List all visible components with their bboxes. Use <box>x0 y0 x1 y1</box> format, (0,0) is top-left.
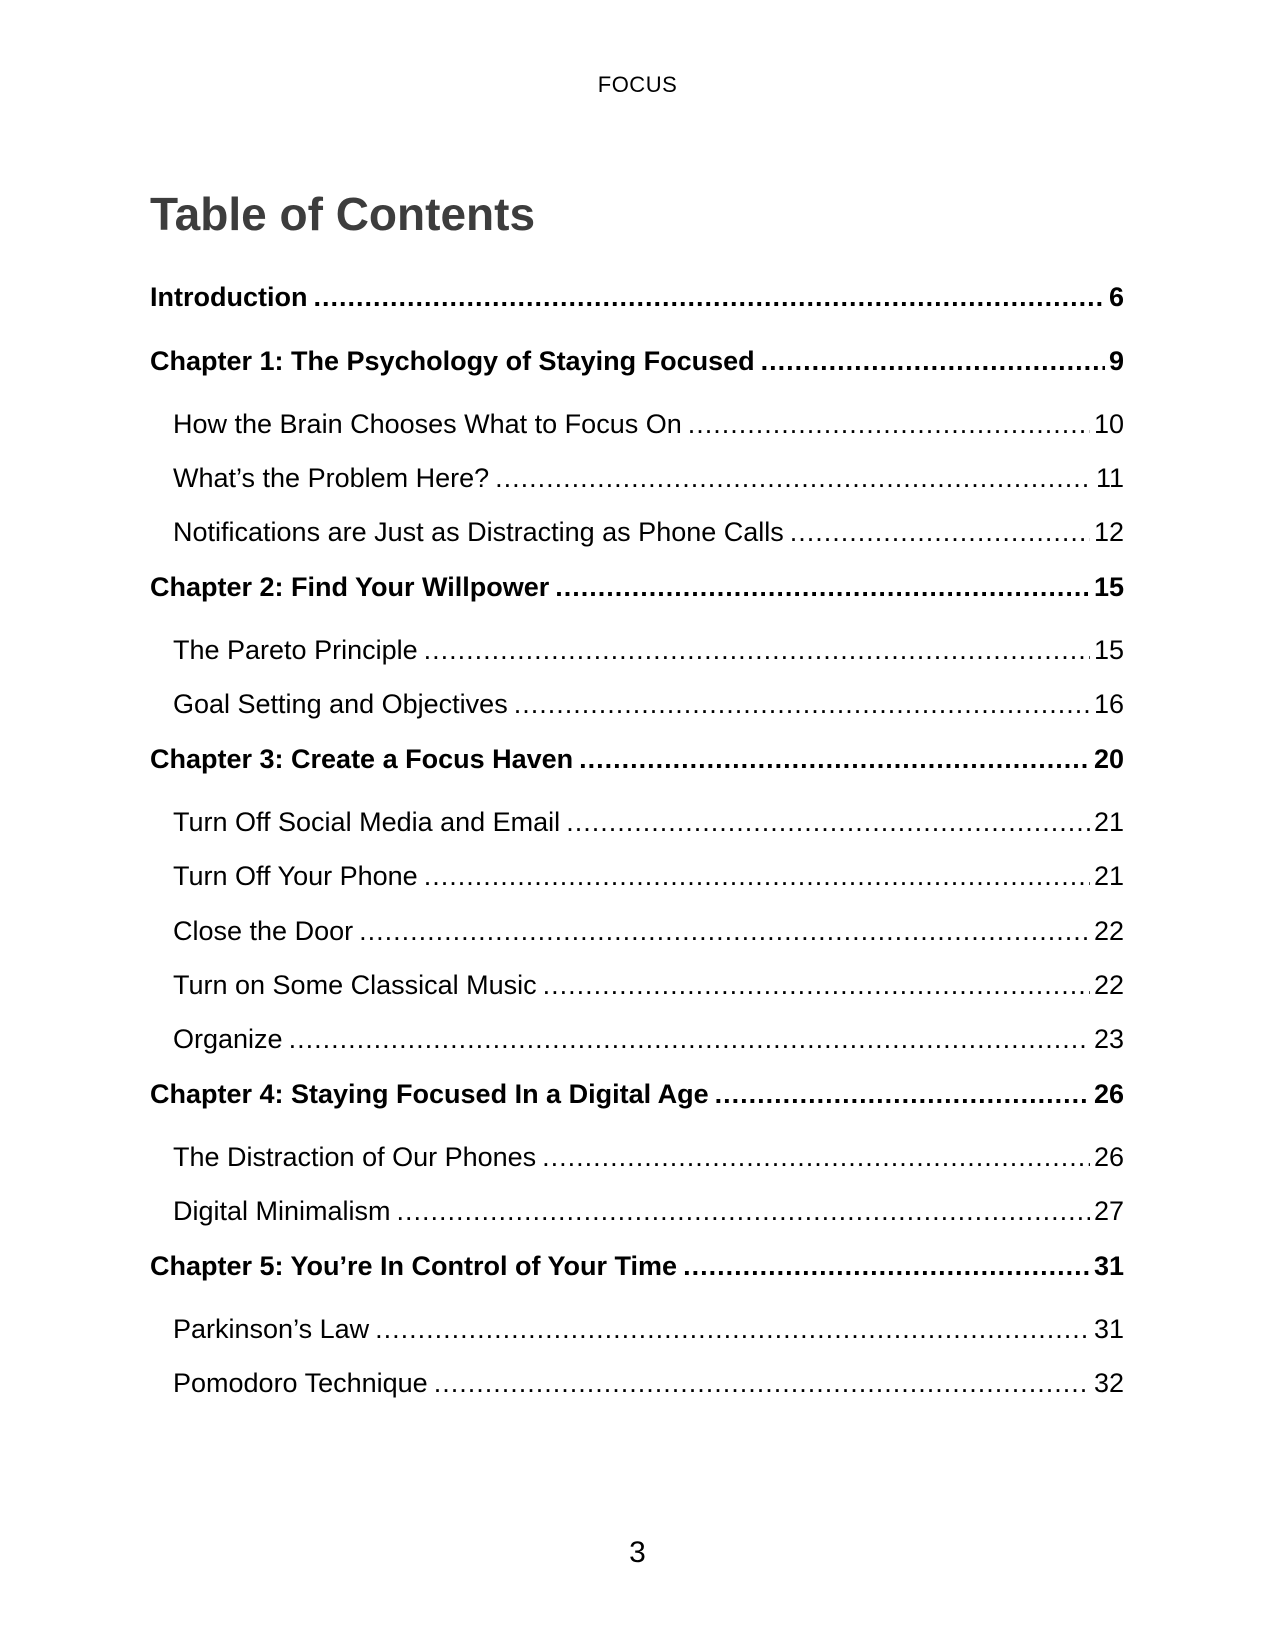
dot-leader <box>715 1076 1090 1112</box>
toc-entry-pareto-principle[interactable] <box>173 632 1124 668</box>
toc-entry-page: 20 <box>1093 744 1124 774</box>
toc-entry-organize[interactable] <box>173 1021 1124 1057</box>
toc-entry-parkinsons-law[interactable] <box>173 1311 1124 1347</box>
toc-entry-page: 15 <box>1093 572 1124 602</box>
toc-entry-title: Goal Setting and Objectives <box>173 689 508 719</box>
toc-entry-page: 6 <box>1108 282 1124 312</box>
toc-entry-page: 10 <box>1093 409 1124 439</box>
toc-entry-chapter-4[interactable] <box>150 1076 1124 1112</box>
dot-leader <box>289 1021 1090 1057</box>
toc-entry-classical-music[interactable] <box>173 967 1124 1003</box>
dot-leader <box>424 632 1090 668</box>
toc-entry-page: 12 <box>1093 517 1124 547</box>
toc-entry-distraction-of-phones[interactable] <box>173 1139 1124 1175</box>
toc-entry-whats-the-problem[interactable] <box>173 460 1124 496</box>
toc-entry-page: 16 <box>1093 689 1124 719</box>
toc-entry-goal-setting[interactable] <box>173 686 1124 722</box>
toc-entry-page: 26 <box>1093 1142 1124 1172</box>
toc-entry-page: 31 <box>1093 1314 1124 1344</box>
toc-entry-page: 11 <box>1095 463 1124 493</box>
dot-leader <box>424 858 1090 894</box>
toc-entry-page: 31 <box>1093 1251 1124 1281</box>
dot-leader <box>555 569 1090 605</box>
dot-leader <box>683 1248 1090 1284</box>
toc-entry-introduction[interactable] <box>150 279 1124 315</box>
toc-entry-pomodoro-technique[interactable] <box>173 1365 1124 1401</box>
dot-leader <box>790 514 1090 550</box>
toc-entry-page: 27 <box>1093 1196 1124 1226</box>
dot-leader <box>514 686 1090 722</box>
dot-leader <box>359 913 1090 949</box>
toc-entry-how-the-brain-chooses[interactable] <box>173 406 1124 442</box>
toc-entry-close-the-door[interactable] <box>173 913 1124 949</box>
toc-entry-title: Chapter 2: Find Your Willpower <box>150 572 550 602</box>
dot-leader <box>495 460 1092 496</box>
toc-entry-title: Introduction <box>150 282 308 312</box>
toc-entry-social-media[interactable] <box>173 804 1124 840</box>
toc-entry-title: Turn on Some Classical Music <box>173 970 537 1000</box>
dot-leader <box>761 343 1105 379</box>
dot-leader <box>313 279 1105 315</box>
toc-entry-title: Chapter 4: Staying Focused In a Digital Age <box>150 1079 709 1109</box>
toc-entry-page: 15 <box>1093 635 1124 665</box>
dot-leader <box>434 1365 1090 1401</box>
running-header: FOCUS <box>597 72 678 97</box>
dot-leader <box>397 1193 1090 1229</box>
toc-entry-turn-off-phone[interactable] <box>173 858 1124 894</box>
page-title: Table of Contents <box>150 188 536 240</box>
toc-entry-title: Chapter 5: You’re In Control of Your Time <box>150 1251 678 1281</box>
dot-leader <box>542 1139 1090 1175</box>
toc-entry-title: Close the Door <box>173 916 354 946</box>
toc-entry-title: How the Brain Chooses What to Focus On <box>173 409 682 439</box>
toc-entry-chapter-2[interactable] <box>150 569 1124 605</box>
toc-entry-title: Parkinson’s Law <box>173 1314 370 1344</box>
toc-entry-page: 21 <box>1093 861 1124 891</box>
toc-entry-title: Chapter 1: The Psychology of Staying Focused <box>150 346 755 376</box>
toc-entry-title: What’s the Problem Here? <box>173 463 490 493</box>
toc-entry-title: Notifications are Just as Distracting as Phone Calls <box>173 517 784 547</box>
toc-entry-notifications[interactable] <box>173 514 1124 550</box>
toc-entry-title: Digital Minimalism <box>173 1196 391 1226</box>
toc-entry-page: 32 <box>1093 1368 1124 1398</box>
dot-leader <box>543 967 1090 1003</box>
toc-entry-page: 26 <box>1093 1079 1124 1109</box>
toc-entry-title: The Distraction of Our Phones <box>173 1142 537 1172</box>
toc-entry-page: 9 <box>1108 346 1124 376</box>
toc-entry-page: 21 <box>1093 807 1124 837</box>
page-number: 3 <box>629 1536 646 1569</box>
toc-entry-chapter-3[interactable] <box>150 741 1124 777</box>
toc-entry-title: Pomodoro Technique <box>173 1368 428 1398</box>
toc-entry-chapter-1[interactable] <box>150 343 1124 379</box>
toc-entry-page: 22 <box>1093 970 1124 1000</box>
toc-entry-page: 22 <box>1093 916 1124 946</box>
toc-entry-title: Turn Off Your Phone <box>173 861 418 891</box>
toc-entry-page: 23 <box>1093 1024 1124 1054</box>
toc-entry-title: Turn Off Social Media and Email <box>173 807 561 837</box>
toc-entry-chapter-5[interactable] <box>150 1248 1124 1284</box>
dot-leader <box>688 406 1090 442</box>
toc-entry-digital-minimalism[interactable] <box>173 1193 1124 1229</box>
toc-entry-title: The Pareto Principle <box>173 635 418 665</box>
dot-leader <box>375 1311 1090 1347</box>
toc-entry-title: Chapter 3: Create a Focus Haven <box>150 744 574 774</box>
dot-leader <box>579 741 1090 777</box>
dot-leader <box>566 804 1090 840</box>
toc-entry-title: Organize <box>173 1024 283 1054</box>
